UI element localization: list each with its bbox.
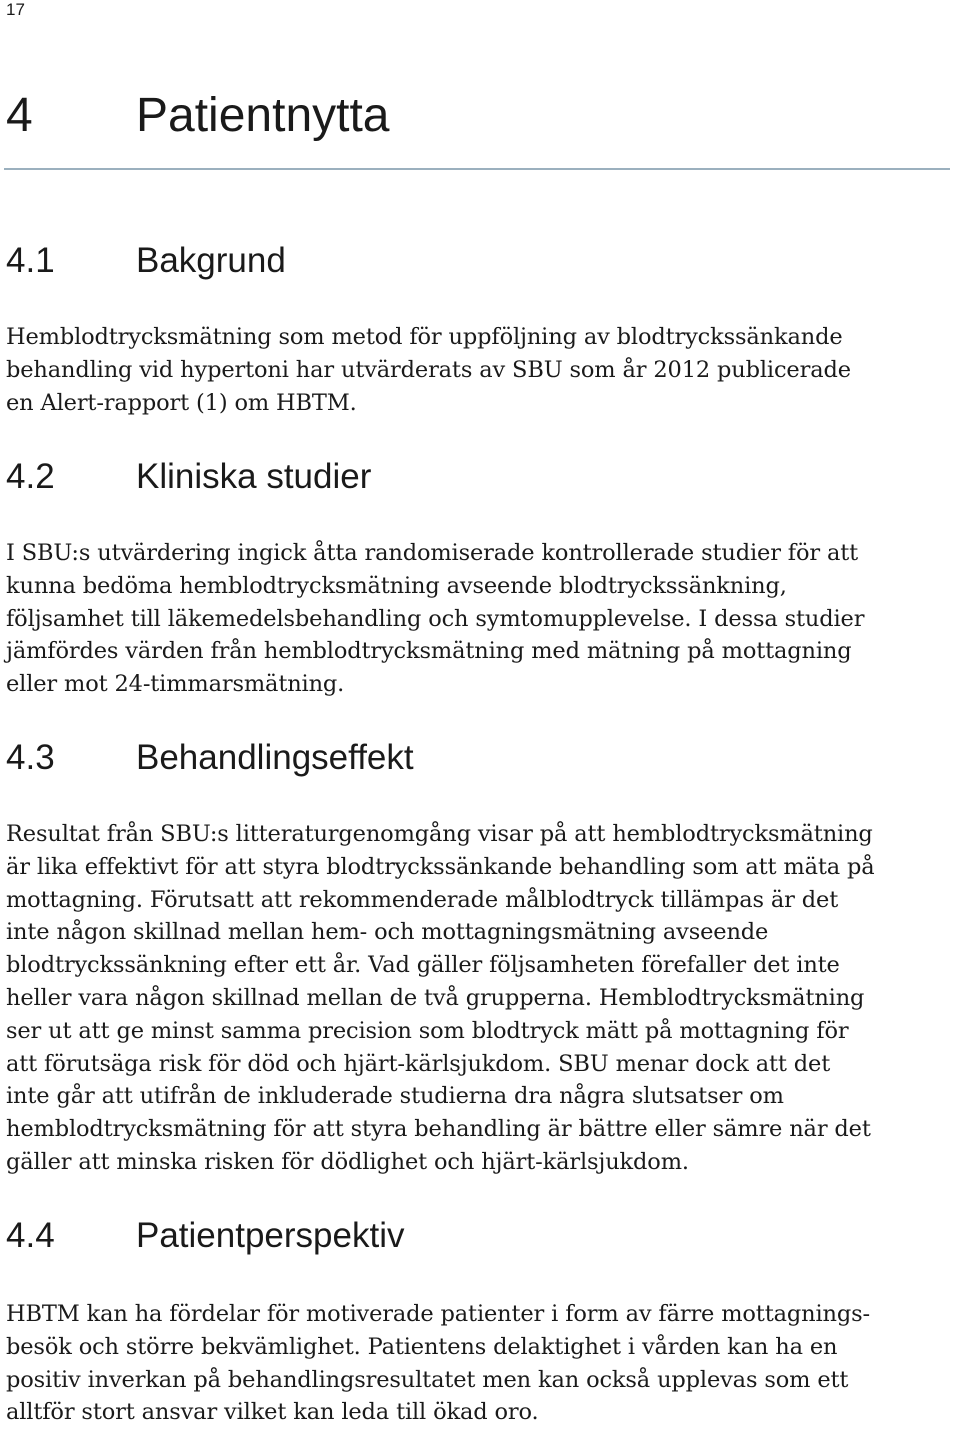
- text-line: inte går att utifrån de inkluderade studierna dra några slutsatser om: [6, 1083, 784, 1110]
- text-line: HBTM kan ha fördelar för motiverade patienter i form av färre mottagnings-: [6, 1301, 870, 1327]
- section-title: Bakgrund: [136, 241, 286, 280]
- text-line: eller mot 24-timmarsmätning.: [6, 671, 345, 698]
- text-line: hemblodtrycksmätning för att styra behandling är bättre eller sämre när det: [6, 1116, 871, 1143]
- text-line: inte någon skillnad mellan hem- och mottagningsmätning avseende: [6, 919, 769, 946]
- section-title: Kliniska studier: [136, 457, 372, 496]
- page-number: 17: [6, 0, 25, 19]
- text-line: alltför stort ansvar vilket kan leda till ökad oro.: [6, 1399, 539, 1426]
- section-paragraph: [6, 537, 954, 701]
- section-number: 4.1: [6, 241, 55, 280]
- text-line: är lika effektivt för att styra blodtryckssänkande behandling som att mäta på: [6, 853, 875, 880]
- chapter-title: Patientnytta: [136, 89, 390, 142]
- text-line: kunna bedöma hemblodtrycksmätning avseende blodtryckssänkning,: [6, 572, 787, 599]
- text-line: behandling vid hypertoni har utvärderats av SBU som år 2012 publicerade: [6, 356, 851, 383]
- text-line: att förutsäga risk för död och hjärt-kärlsjukdom. SBU menar dock att det: [6, 1050, 831, 1077]
- text-line: en Alert-rapport (1) om HBTM.: [6, 389, 357, 416]
- text-line: blodtryckssänkning efter ett år. Vad gäller följsamheten förefaller det inte: [6, 952, 840, 979]
- section-heading: [6, 737, 414, 779]
- section-paragraph: [6, 321, 954, 419]
- text-line: Resultat från SBU:s litteraturgenomgång visar på att hemblodtrycksmätning: [6, 821, 873, 847]
- text-line: heller vara någon skillnad mellan de två grupperna. Hemblodtrycksmätning: [6, 984, 865, 1011]
- chapter-divider: [4, 168, 950, 170]
- text-line: jämfördes värden från hemblodtrycksmätning med mätning på mottagning: [6, 638, 852, 665]
- chapter-number: 4: [6, 89, 33, 142]
- section-heading: [6, 1215, 404, 1257]
- chapter-heading: [6, 86, 390, 146]
- text-line: följsamhet till läkemedelsbehandling och symtomupplevelse. I dessa studier: [6, 605, 865, 632]
- section-number: 4.2: [6, 457, 55, 496]
- text-line: I SBU:s utvärdering ingick åtta randomiserade kontrollerade studier för att: [6, 540, 859, 566]
- section-paragraph: [6, 1298, 954, 1429]
- text-line: besök och större bekvämlighet. Patientens delaktighet i vården kan ha en: [6, 1333, 838, 1360]
- text-line: ser ut att ge minst samma precision som blodtryck mätt på mottagning för: [6, 1017, 849, 1044]
- text-line: gäller att minska risken för dödlighet och hjärt-kärlsjukdom.: [6, 1148, 689, 1175]
- text-line: mottagning. Förutsatt att rekommenderade målblodtryck tillämpas är det: [6, 886, 839, 913]
- section-title: Behandlingseffekt: [136, 738, 414, 777]
- section-heading: [6, 456, 371, 498]
- section-title: Patientperspektiv: [136, 1216, 405, 1255]
- section-number: 4.4: [6, 1216, 55, 1255]
- text-line: Hemblodtrycksmätning som metod för uppföljning av blodtryckssänkande: [6, 324, 843, 350]
- section-paragraph: [6, 818, 954, 1179]
- text-line: positiv inverkan på behandlingsresultatet men kan också upplevas som ett: [6, 1366, 849, 1393]
- section-number: 4.3: [6, 738, 55, 777]
- section-heading: [6, 240, 286, 282]
